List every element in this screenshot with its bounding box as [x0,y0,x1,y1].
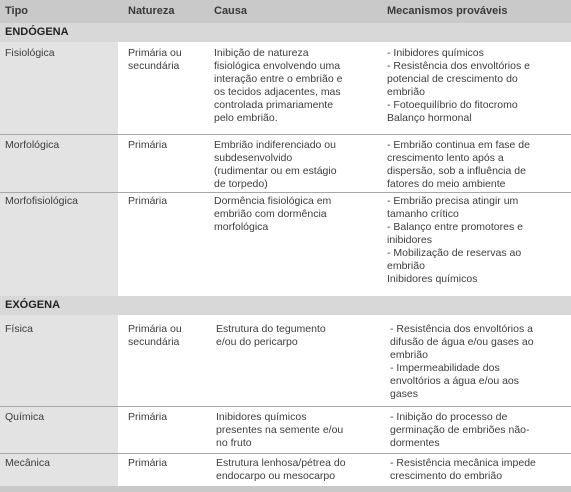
cell-mecanismos-line: - Fotoequilíbrio do fitocromo [387,99,518,111]
cell-causa [214,47,342,125]
row-divider [0,453,571,454]
cell-mecanismos-line: - Resistência dos envoltórios a [390,323,533,335]
cell-natureza-line: Primária [128,139,168,151]
row-divider [0,406,571,407]
cell-mecanismos-line: - Embrião precisa atingir um [387,195,519,207]
cell-mecanismos [390,457,536,483]
cell-natureza-line: secundária [128,336,180,348]
cell-tipo [5,47,55,60]
cell-mecanismos-line: - Resistência mecânica impede [390,457,536,469]
cell-tipo [5,323,33,336]
table-header [0,0,571,23]
cell-mecanismos-line: - Inibidores químicos [387,47,484,59]
cell-tipo-line: Fisiológica [5,47,55,59]
cell-natureza [128,457,167,470]
cell-mecanismos-line: - Inibição do processo de [390,411,508,423]
group-label: EXÓGENA [5,299,61,311]
cell-causa-line: interação entre o embrião e [214,73,343,85]
cell-mecanismos-line: gases [390,388,419,400]
cell-causa-line: os tecidos adjacentes, mas [214,86,341,98]
cell-mecanismos-line: - Impermeabilidade dos [390,362,500,374]
cell-causa [214,195,331,234]
cell-natureza-line: Primária [128,411,168,423]
cell-natureza [128,411,167,424]
cell-mecanismos-line: embrião [390,349,428,361]
cell-tipo-line: Mecânica [5,457,50,469]
cell-causa-line: Dormência fisiológica em [214,195,332,207]
cell-mecanismos-line: embrião [387,86,425,98]
cell-natureza-line: Primária [128,457,168,469]
cell-mecanismos-line: - Embrião continua em fase de [387,139,530,151]
cell-tipo-line: Morfológica [5,139,60,151]
cell-mecanismos [387,195,523,286]
cell-mecanismos-line: - Balanço entre promotores e [387,221,523,233]
cell-mecanismos-line: inibidores [387,234,432,246]
cell-mecanismos-line: embrião [387,260,425,272]
cell-mecanismos [390,323,534,401]
cell-mecanismos-line: dormentes [390,437,440,449]
cell-natureza [128,139,167,152]
cell-mecanismos [387,139,530,191]
cell-mecanismos-line: fatores do meio ambiente [387,178,506,190]
header-tipo: Tipo [5,5,29,17]
cell-mecanismos-line: Inibidores químicos [387,273,478,285]
cell-tipo [5,195,78,208]
cell-natureza-line: Primária ou [128,323,182,335]
cell-causa [216,411,343,450]
cell-mecanismos-line: Balanço hormonal [387,112,472,124]
row-divider [0,192,571,193]
cell-tipo [5,411,44,424]
table-footer-bar [0,486,571,492]
group-header [0,23,571,42]
row-divider [0,134,571,135]
cell-causa-line: morfológica [214,221,269,233]
cell-causa-line: (rudimentar ou em estágio [214,165,337,177]
cell-mecanismos-line: - Mobilização de reservas ao [387,247,522,259]
cell-tipo [5,457,50,470]
header-mecanismos: Mecanismos prováveis [387,5,508,17]
cell-causa [216,323,326,349]
cell-mecanismos-line: envoltórios a água e/ou aos [390,375,520,387]
cell-causa-line: Inibidores químicos [216,411,307,423]
header-causa: Causa [214,5,248,17]
cell-tipo [5,139,59,152]
cell-mecanismos-line: difusão de água e/ou gases ao [390,336,534,348]
cell-mecanismos-line: dispersão, sob a influência de [387,165,526,177]
cell-causa-line: pelo embrião. [214,112,278,124]
cell-causa-line: Inibição de natureza [214,47,309,59]
header-natureza: Natureza [128,5,175,17]
cell-mecanismos-line: potencial de crescimento do [387,73,518,85]
cell-natureza [128,323,182,349]
cell-causa-line: Estrutura do tegumento [216,323,326,335]
cell-causa-line: subdesenvolvido [214,152,293,164]
cell-causa-line: embrião com dormência [214,208,327,220]
cell-causa [216,457,346,483]
cell-causa-line: e/ou do pericarpo [216,336,298,348]
cell-causa-line: Estrutura lenhosa/pétrea do [216,457,346,469]
cell-mecanismos [390,411,530,450]
cell-causa-line: fisiológica envolvendo uma [214,60,341,72]
cell-mecanismos-line: tamanho crítico [387,208,459,220]
cell-tipo-line: Física [5,323,34,335]
cell-natureza-line: secundária [128,60,180,72]
cell-mecanismos [387,47,530,125]
group-label: ENDÓGENA [5,26,69,38]
cell-tipo-line: Química [5,411,45,423]
cell-causa-line: controlada primariamente [214,99,334,111]
cell-causa [214,139,337,191]
cell-causa-line: no fruto [216,437,252,449]
cell-natureza-line: Primária [128,195,168,207]
cell-natureza [128,195,167,208]
cell-natureza [128,47,182,73]
cell-causa-line: presentes na semente e/ou [216,424,344,436]
cell-tipo-line: Morfofisiológica [5,195,78,207]
cell-causa-line: Embrião indiferenciado ou [214,139,336,151]
cell-natureza-line: Primária ou [128,47,182,59]
cell-mecanismos-line: germinação de embriões não- [390,424,530,436]
cell-mecanismos-line: - Resistência dos envoltórios e [387,60,530,72]
group-header [0,296,571,315]
cell-mecanismos-line: crescimento lento após a [387,152,504,164]
cell-causa-line: de torpedo) [214,178,268,190]
cell-causa-line: endocarpo ou mesocarpo [216,470,336,482]
cell-mecanismos-line: crescimento do embrião [390,470,503,482]
